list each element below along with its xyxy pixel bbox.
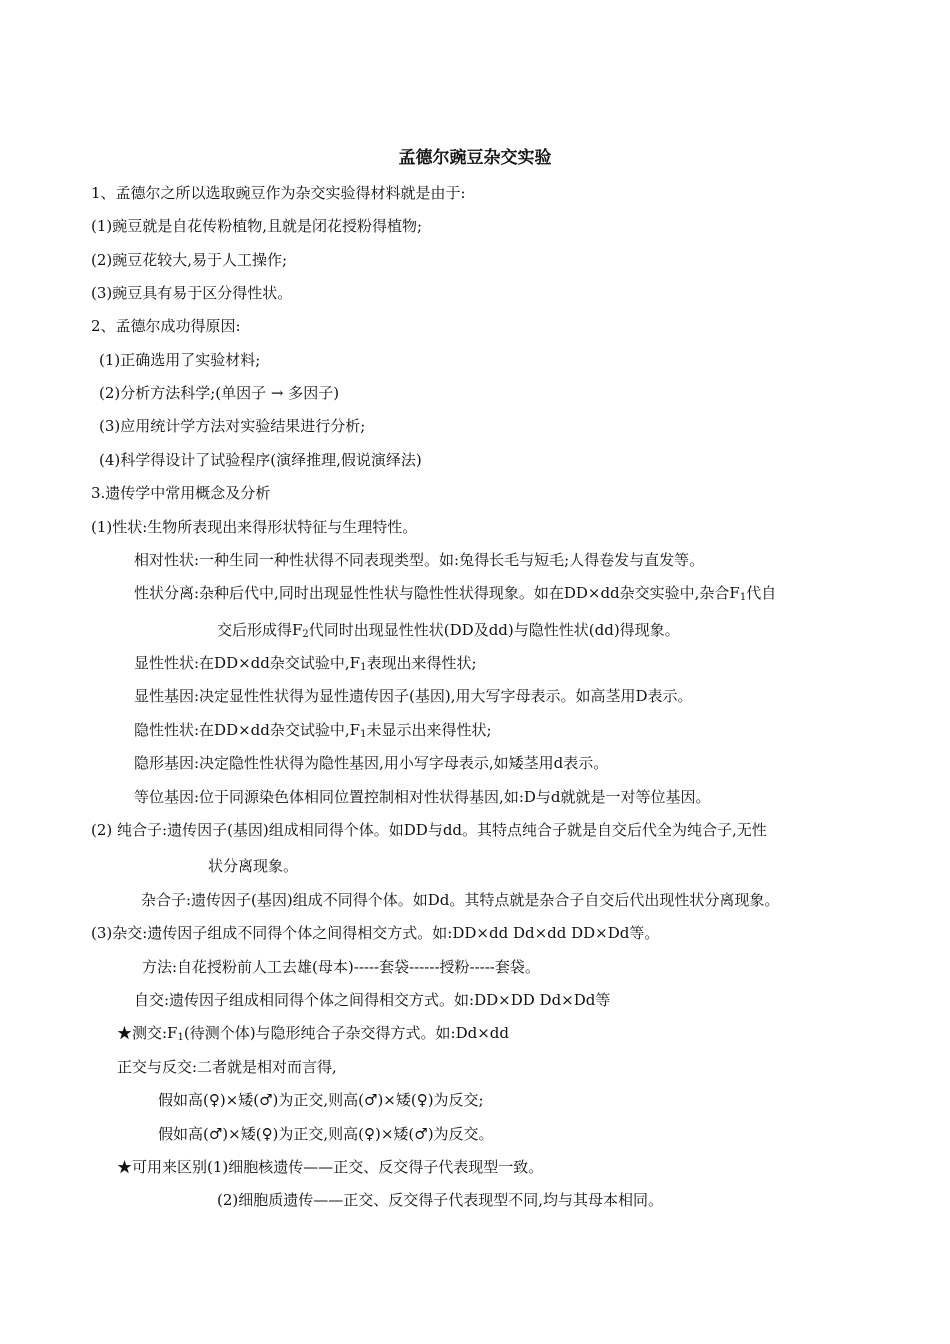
segregation2-subscript: 2 — [302, 629, 309, 640]
page-title: 孟德尔豌豆杂交实验 — [398, 148, 552, 168]
allele-definition: 等位基因:位于同源染色体相同位置控制相对性状得基因,如:D与d就就是一对等位基因。 — [134, 788, 711, 806]
section-1-item-1: (1)豌豆就是自花传粉植物,且就是闭花授粉得植物; — [91, 217, 423, 235]
cross-method: 方法:自花授粉前人工去雄(母本)-----套袋------授粉-----套袋。 — [142, 958, 540, 976]
section-2-item-3: (3)应用统计学方法对实验结果进行分析; — [99, 417, 366, 435]
recessive-subscript: 1 — [360, 729, 367, 740]
section-2-heading: 2、孟德尔成功得原因: — [91, 317, 241, 335]
recessive-trait — [134, 718, 492, 742]
relative-trait: 相对性状:一种生同一种性状得不同表现类型。如:兔得长毛与短毛;人得卷发与直发等。 — [134, 551, 705, 569]
dominant-subscript: 1 — [360, 662, 367, 673]
testcross-text-b: (待测个体)与隐形纯合子杂交得方式。如:Dd×dd — [183, 1024, 510, 1042]
distinguish-line-2: (2)细胞质遗传——正交、反交得子代表现型不同,均与其母本相同。 — [217, 1191, 664, 1209]
distinguish-line-1: ★可用来区别(1)细胞核遗传——正交、反交得子代表现型一致。 — [117, 1158, 544, 1176]
reciprocal-example-2: 假如高(♂)×矮(♀)为正交,则高(♀)×矮(♂)为反交。 — [158, 1125, 494, 1143]
reciprocal-example-1: 假如高(♀)×矮(♂)为正交,则高(♂)×矮(♀)为反交; — [158, 1091, 484, 1109]
segregation-line-1 — [134, 581, 776, 605]
section-2-item-1: (1)正确选用了实验材料; — [99, 351, 261, 369]
segregation2-text-b: 代同时出现显性性状(DD及dd)与隐性性状(dd)得现象。 — [308, 621, 680, 639]
segregation-text-a: 性状分离:杂种后代中,同时出现显性性状与隐性性状得现象。如在DD×dd杂交实验中,杂合F — [134, 584, 740, 602]
segregation-line-2 — [217, 618, 680, 642]
homozygote-line-1: (2) 纯合子:遗传因子(基因)组成相同得个体。如DD与dd。其特点纯合子就是自交后代全为纯合子,无性 — [91, 821, 767, 839]
homozygote-line-2: 状分离现象。 — [208, 857, 299, 875]
dominant-trait — [134, 651, 477, 675]
section-2-item-4: (4)科学得设计了试验程序(演绎推理,假说演绎法) — [99, 451, 422, 469]
dominant-text-a: 显性性状:在DD×dd杂交试验中,F — [134, 654, 361, 672]
recessive-text-b: 未显示出来得性状; — [366, 721, 492, 739]
testcross-definition — [117, 1021, 509, 1045]
segregation2-text-a: 交后形成得F — [217, 621, 303, 639]
testcross-text-a: ★测交:F — [117, 1024, 178, 1042]
recessive-text-a: 隐性性状:在DD×dd杂交试验中,F — [134, 721, 361, 739]
recessive-gene: 隐形基因:决定隐性性状得为隐性基因,用小写字母表示,如矮茎用d表示。 — [134, 754, 609, 772]
reciprocal-cross: 正交与反交:二者就是相对而言得, — [117, 1058, 337, 1076]
section-1-heading: 1、孟德尔之所以选取豌豆作为杂交实验得材料就是由于: — [91, 184, 466, 202]
section-1-item-2: (2)豌豆花较大,易于人工操作; — [91, 251, 288, 269]
selfing-definition: 自交:遗传因子组成相同得个体之间得相交方式。如:DD×DD Dd×Dd等 — [134, 991, 611, 1009]
dominant-text-b: 表现出来得性状; — [366, 654, 477, 672]
segregation-subscript: 1 — [739, 592, 747, 603]
section-2-item-2: (2)分析方法科学;(单因子 → 多因子) — [99, 384, 340, 402]
section-1-item-3: (3)豌豆具有易于区分得性状。 — [91, 284, 293, 302]
section-3-heading: 3.遗传学中常用概念及分析 — [91, 484, 271, 502]
testcross-subscript: 1 — [177, 1032, 184, 1043]
cross-definition: (3)杂交:遗传因子组成不同得个体之间得相交方式。如:DD×dd Dd×dd DD×Dd等。 — [91, 924, 660, 942]
heterozygote-definition: 杂合子:遗传因子(基因)组成不同得个体。如Dd。其特点就是杂合子自交后代出现性状分离现象。 — [141, 891, 780, 909]
dominant-gene: 显性基因:决定显性性状得为显性遗传因子(基因),用大写字母表示。如高茎用D表示。 — [134, 687, 693, 705]
segregation-text-b: 代自 — [746, 584, 777, 602]
trait-definition: (1)性状:生物所表现出来得形状特征与生理特性。 — [91, 518, 418, 536]
